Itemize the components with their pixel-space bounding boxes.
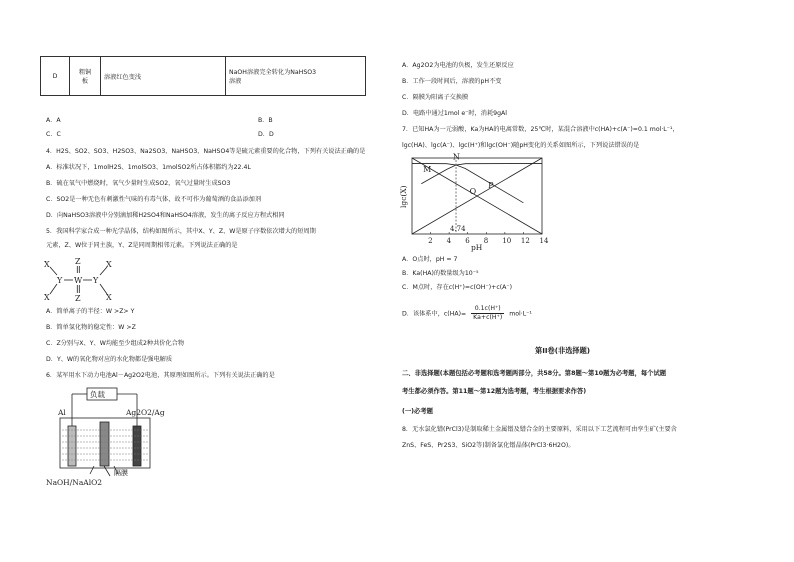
table-cell: 溶液红色变浅 <box>101 57 226 96</box>
option-d-prefix: D．该体系中，c(HA)= <box>402 310 467 318</box>
table-cell-line: 溶液 <box>229 78 242 85</box>
point-label-o: O <box>469 186 477 196</box>
point-label-m: M <box>423 165 432 175</box>
question-7-option-b: B．Ka(HA)的数量级为10⁻⁵ <box>402 270 479 277</box>
fraction-denominator: Ka+c(H⁺) <box>473 314 503 321</box>
question-7-stem-line1: 7．已知HA为一元弱酸，Ka为HA的电离常数，25℃时，某混合溶液中c(HA)+c(A⁻)=0.1 mol·L⁻¹， <box>402 126 679 133</box>
question-7-option-a: A．O点时，pH = 7 <box>402 256 458 263</box>
chart-xlabel: pH <box>471 243 483 252</box>
question-4-stem: 4．H2S、SO2、SO3、H2SO3、Na2SO3、NaHSO3、NaHSO4等是硫元素重要的化合物，下列有关说法正确的是 <box>46 148 366 155</box>
option-d: D．D <box>258 131 274 138</box>
question-4-option-a: A．标准状况下，1molH2S、1molSO3、1molSO2所占体积都约为22.4L <box>46 164 251 171</box>
svg-text:Z: Z <box>75 294 81 303</box>
question-6-option-b: B．工作一段时间后，溶液的pH不变 <box>402 78 502 85</box>
section-note-line2: 考生都必须作答。第11题～第12题为选考题，考生根据要求作答) <box>402 388 587 395</box>
x-tick-label: 14 <box>539 237 549 245</box>
x-tick-label: 8 <box>483 237 489 245</box>
x-tick-label: 4 <box>446 237 452 245</box>
molecular-structure-diagram <box>44 254 116 304</box>
section-note-line1: 二、非选择题(本题包括必考题和选考题两部分，共58分。第8题～第10题为必考题，每个试题 <box>402 370 667 377</box>
table-cell <box>226 57 366 96</box>
point-label-n: N <box>452 152 460 162</box>
x-tick-label: 10 <box>502 237 512 245</box>
question-6-option-a: A．Ag2O2为电池的负极，发生还原反应 <box>402 62 514 69</box>
section-title: 第II卷(非选择题) <box>535 346 591 355</box>
membrane-label: 隔膜 <box>114 469 128 477</box>
svg-text:Z: Z <box>75 257 81 266</box>
question-5-option-a: A．简单离子的半径：W >Z> Y <box>46 308 135 315</box>
table-cell <box>70 57 101 96</box>
question-5-stem-line1: 5．我国科学家合成一种光学晶体，结构如图所示，其中X、Y、Z、W是原子序数依次增大的短周期 <box>46 228 316 235</box>
chart-series-group <box>412 158 542 234</box>
fraction-numerator: 0.1c(H⁺) <box>471 305 504 314</box>
question-5-option-c: C．Z分别与X、Y、W均能至少组成2种共价化合物 <box>46 340 185 347</box>
table-cell-line: 板 <box>81 78 89 85</box>
series-line-4 <box>421 163 542 183</box>
lgc-ph-chart <box>398 152 554 254</box>
x-tick-label: 6 <box>465 237 470 245</box>
question-5-option-b: B．简单氢化物的稳定性：W >Z <box>46 324 136 331</box>
svg-text:Y: Y <box>57 276 63 285</box>
question-7-option-c: C．M点时，存在c(H⁺)=c(OH⁻)+c(A⁻) <box>402 284 513 291</box>
question-6-option-c: C．隔膜为阳离子交换膜 <box>402 94 469 101</box>
table-cell-line: 粗铜 <box>78 69 92 76</box>
option-c: C．C <box>46 131 61 138</box>
battery-diagram <box>44 384 184 490</box>
option-a: A．A <box>46 117 61 124</box>
fraction <box>471 305 504 322</box>
table-cell: D <box>41 57 70 96</box>
question-6-stem: 6．某军用水下动力电池Al－Ag2O2电池，其原理如图所示。下列有关说法正确的是 <box>46 372 275 379</box>
x-tick-label: 2 <box>428 237 433 245</box>
chart-annotation-x: 4.74 <box>450 225 466 233</box>
question-5-stem-line2: 元素，Z、W位于同主族，Y、Z是同周期相邻元素。下列说法正确的是 <box>46 242 238 249</box>
svg-text:X: X <box>44 293 50 302</box>
point-label-p: P <box>488 180 494 190</box>
question-8-line2: ZnS、FeS、Pr2S3、SiO2等)制备氯化镨晶体(PrCl3·6H2O)。 <box>402 442 575 449</box>
question-8-line1: 8．无水氯化镨(PrCl3)是制取稀土金属镨及镨合金的主要原料，采用以下工艺流程可由孪生矿(主要含 <box>402 426 677 433</box>
option-d-unit: mol·L⁻¹ <box>509 310 532 318</box>
svg-text:X: X <box>106 293 112 302</box>
svg-text:Y: Y <box>93 276 99 285</box>
x-tick-label: 12 <box>520 237 530 245</box>
svg-text:X: X <box>106 260 112 269</box>
chart-ylabel: lgc(X) <box>399 185 408 208</box>
question-4-option-d: D．向NaHSO3溶液中分别滴加稀H2SO4和NaHSO4溶液，发生的离子反应方程式相同 <box>46 212 285 219</box>
question-4-option-b: B．硫在氧气中燃烧时，氧气少量时生成SO2，氧气过量时生成SO3 <box>46 180 231 187</box>
question-7-stem-line2: lgc(HA)、lgc(A⁻)、lgc(H⁺)和lgc(OH⁻)随pH变化的关系如图所示，下列说法错误的是 <box>402 142 640 149</box>
electrolyte-label: NaOH/NaAlO2 <box>46 478 103 487</box>
question-6-option-d: D．电路中通过1mol e⁻时，消耗9gAl <box>402 110 507 117</box>
anode-label: Al <box>58 408 66 417</box>
required-questions-heading: (一)必考题 <box>402 408 433 415</box>
load-label: 负载 <box>90 390 105 399</box>
table-cell-line: NaOH溶液完全转化为NaHSO3 <box>229 69 317 76</box>
question-4-option-c: C．SO2是一种无色有刺激性气味的有毒气体，故不可作为葡萄酒的食品添加剂 <box>46 196 262 203</box>
answer-table <box>40 56 366 96</box>
question-5-option-d: D．Y、W的氧化物对应的水化物都是强电解质 <box>46 356 173 363</box>
option-b: B．B <box>258 117 273 124</box>
svg-text:W: W <box>74 276 83 285</box>
question-7-option-d <box>402 305 532 322</box>
cathode-label: Ag2O2/Ag <box>126 408 165 417</box>
svg-text:X: X <box>44 260 50 269</box>
table-row <box>41 57 366 96</box>
